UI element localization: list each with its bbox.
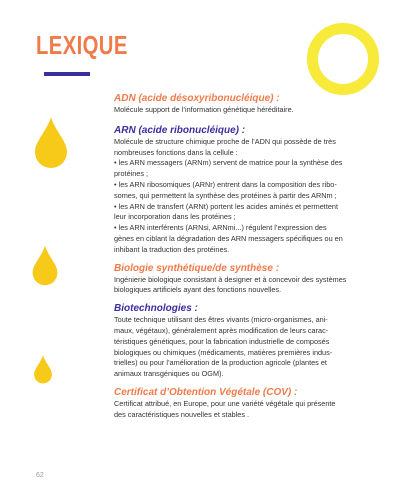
entry-adn xyxy=(114,93,376,116)
definition-line: téristiques génétiques, pour la fabrication industrielle de composés xyxy=(114,336,330,346)
definition-line: protéines ; xyxy=(114,169,149,179)
entry-cov xyxy=(114,387,376,421)
title-underline xyxy=(44,72,90,76)
lexicon-entries xyxy=(114,93,376,428)
definition-line: Molécule support de l’information génétique héréditaire. xyxy=(114,105,294,114)
definition-line: Toute technique utilisant des êtres vivants (micro-organismes, ani- xyxy=(114,315,328,325)
definition-line: leur incorporation dans les protéines ; xyxy=(114,212,236,222)
definition-line: biologiques artificiels ayant des fonctions nouvelles. xyxy=(114,285,282,295)
entry-term: Biologie synthétique/de synthèse : xyxy=(114,262,280,274)
definition-line: Ingénierie biologique consistant à designer et à concevoir des systèmes xyxy=(114,274,347,284)
page-title: LEXIQUE xyxy=(36,30,128,60)
definition-line: nombreuses fonctions dans la cellule : xyxy=(114,147,238,157)
definition-line: des caractéristiques nouvelles et stables . xyxy=(114,409,250,419)
definition-line: somes, qui permettent la synthèse des protéines à partir des ARNm ; xyxy=(114,190,337,200)
definition-line: inhibant la traduction des protéines. xyxy=(114,244,230,254)
entry-term: ARN (acide ribonucléique) : xyxy=(114,124,246,136)
entry-definition xyxy=(114,315,376,380)
definition-line: • les ARN ribosomiques (ARNr) entrent dans la composition des ribo- xyxy=(114,179,337,189)
definition-line: biologiques ou chimiques (médicaments, matières premières indus- xyxy=(114,347,333,357)
definition-line: animaux transgéniques ou OGM). xyxy=(114,369,224,379)
definition-line: Molécule de structure chimique proche de l’ADN qui possède de très xyxy=(114,136,336,146)
definition-line: maux, végétaux), généralement après modification de leurs carac- xyxy=(114,325,329,335)
definition-line: • les ARN de transfert (ARNt) portent les acides aminés et permettent xyxy=(114,201,338,211)
entry-term: Certificat d’Obtention Végétale (COV) : xyxy=(114,386,298,398)
entry-definition xyxy=(114,399,376,421)
yellow-drop-icon xyxy=(33,354,53,384)
entry-biologie-synthetique xyxy=(114,263,376,297)
entry-term: ADN (acide désoxyribonucléique) : xyxy=(114,93,280,104)
definition-line: • les ARN messagers (ARNm) servent de matrice pour la synthèse des xyxy=(114,158,343,168)
entry-definition xyxy=(114,275,376,297)
entry-arn xyxy=(114,125,376,256)
definition-line: • les ARN interférents (ARNsi, ARNmi...) régulent l’expression des xyxy=(114,223,327,233)
entry-definition xyxy=(114,105,376,116)
entry-biotechnologies xyxy=(114,303,376,380)
entry-definition xyxy=(114,137,376,256)
definition-line: gènes en ciblant la dégradation des ARN messagers spécifiques ou en xyxy=(114,233,343,243)
yellow-drop-icon xyxy=(33,115,69,169)
page-number: 62 xyxy=(36,472,44,479)
definition-line: trielles) ou pour l’amélioration de la production agricole (plantes et xyxy=(114,358,327,368)
yellow-ring-decoration xyxy=(307,23,379,95)
yellow-drop-icon xyxy=(31,244,59,286)
definition-line: Certificat attribué, en Europe, pour une variété végétale qui présente xyxy=(114,398,336,408)
entry-term: Biotechnologies : xyxy=(114,303,198,315)
